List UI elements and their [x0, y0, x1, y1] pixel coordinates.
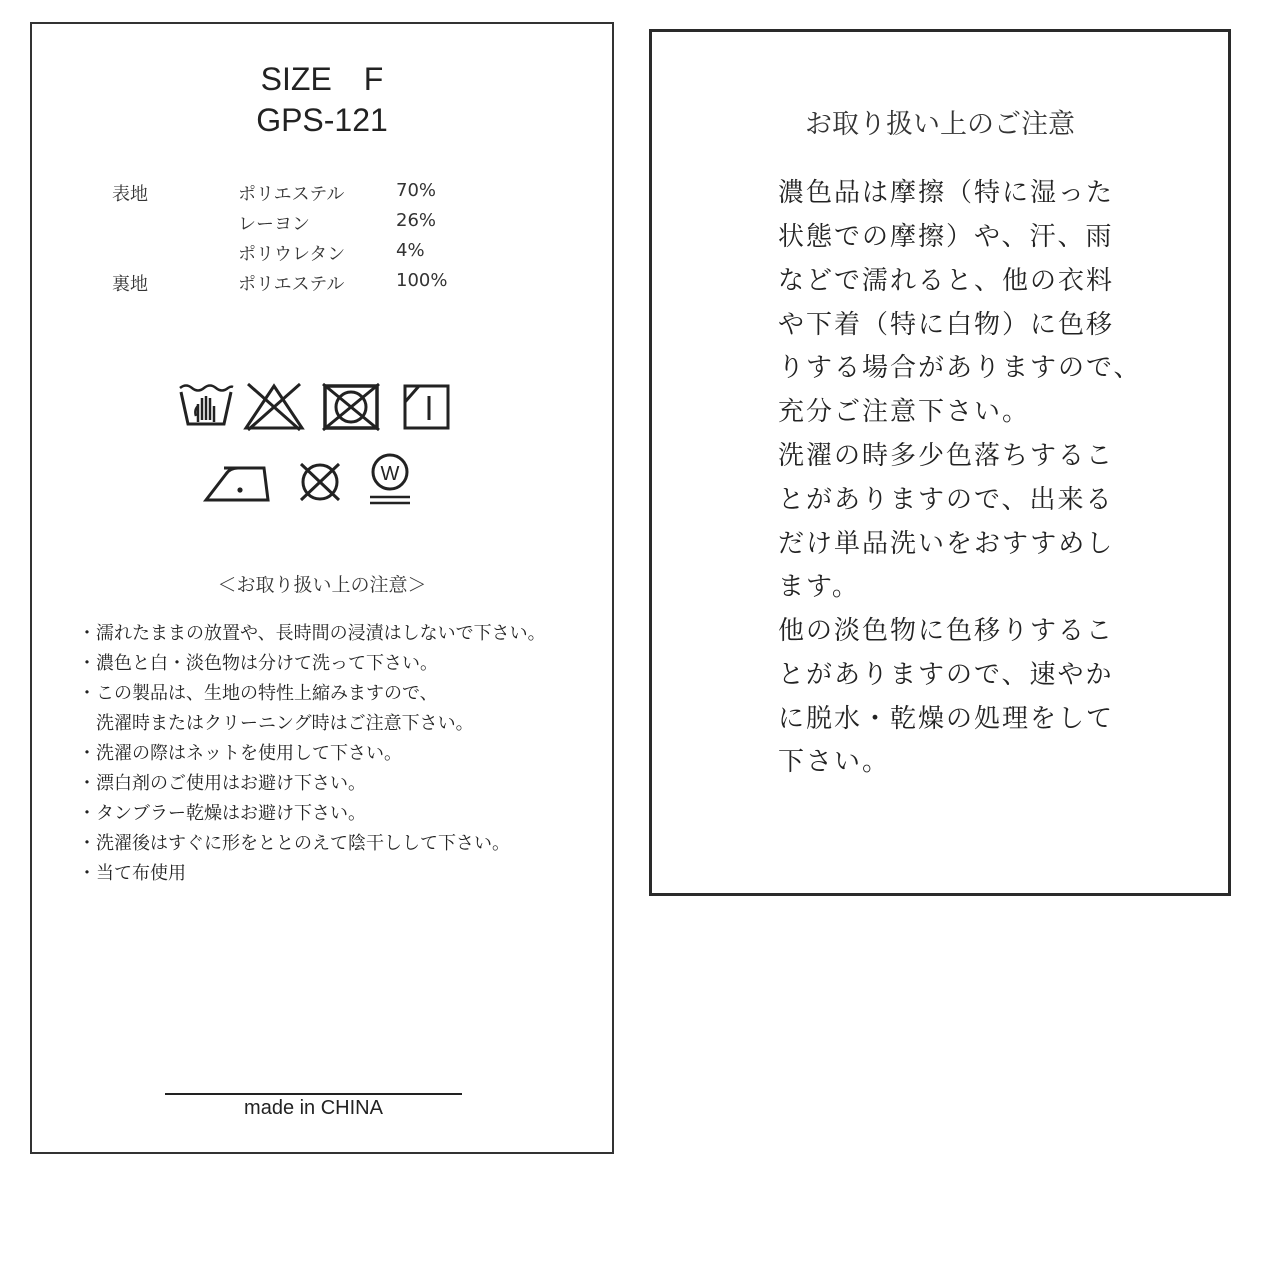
care-note: ・漂白剤のご使用はお避け下さい。 — [78, 773, 366, 794]
fabric-material: ポリウレタン — [238, 244, 346, 265]
wet-clean-gentle-icon — [366, 452, 414, 510]
care-note: ・当て布使用 — [78, 863, 186, 884]
notice-line: 洗濯の時多少色落ちするこ — [778, 441, 1115, 471]
wet-clean-letter: W — [380, 463, 400, 485]
notice-line: 状態での摩擦）や、汗、雨 — [778, 222, 1114, 252]
care-note: ・タンブラー乾燥はお避け下さい。 — [78, 803, 366, 824]
fabric-part: 表地 — [112, 184, 148, 205]
fabric-percent: 4% — [396, 240, 425, 261]
fabric-percent: 70% — [396, 180, 437, 201]
care-note: ・この製品は、生地の特性上縮みますので、 — [78, 683, 438, 704]
notice-line: とがありますので、出来る — [778, 485, 1114, 515]
no-bleach-icon — [242, 380, 306, 432]
fabric-part: 裏地 — [112, 274, 148, 295]
notice-line: 下さい。 — [778, 747, 891, 777]
care-note: ・濃色と白・淡色物は分けて洗って下さい。 — [78, 653, 438, 674]
handling-notice-card — [649, 29, 1231, 896]
notice-line: りする場合がありますので、 — [778, 353, 1142, 383]
care-note: ・洗濯の際はネットを使用して下さい。 — [78, 743, 402, 764]
care-note: ・洗濯後はすぐに形をととのえて陰干しして下さい。 — [78, 833, 510, 854]
product-code: GPS-121 — [256, 102, 388, 138]
fabric-material: ポリエステル — [238, 184, 345, 205]
notice-line: とがありますので、速やか — [778, 660, 1114, 690]
notice-heading: お取り扱い上のご注意 — [805, 109, 1075, 140]
notice-line: ます。 — [778, 572, 860, 602]
notice-line: 他の淡色物に色移りするこ — [778, 616, 1115, 646]
size-label: SIZE F — [260, 61, 384, 97]
fabric-percent: 100% — [396, 270, 448, 291]
care-note: 洗濯時またはクリーニング時はご注意下さい。 — [78, 713, 474, 734]
notice-line: 充分ご注意下さい。 — [778, 397, 1031, 427]
iron-low-temp-icon — [202, 460, 272, 504]
fabric-percent: 26% — [396, 210, 437, 231]
care-note: ・濡れたままの放置や、長時間の浸漬はしないで下さい。 — [78, 623, 546, 644]
notice-line: だけ単品洗いをおすすめし — [778, 529, 1115, 559]
notice-line: や下着（特に白物）に色移 — [778, 310, 1115, 340]
fabric-material: ポリエステル — [238, 274, 345, 295]
notice-line: 濃色品は摩擦（特に湿った — [778, 178, 1115, 208]
line-dry-shade-icon — [402, 382, 452, 432]
no-dry-clean-icon — [295, 460, 345, 504]
care-label-card — [30, 22, 614, 1154]
country-of-origin: made in CHINA — [244, 1097, 383, 1119]
care-notes-heading: ＜お取り扱い上の注意＞ — [217, 574, 427, 596]
no-tumble-dry-icon — [320, 382, 382, 432]
notice-line: に脱水・乾燥の処理をして — [778, 704, 1115, 734]
fabric-material: レーヨン — [238, 214, 310, 235]
origin-divider — [165, 1093, 462, 1095]
notice-line: などで濡れると、他の衣料 — [778, 266, 1115, 296]
hand-wash-symbol-icon — [176, 382, 236, 430]
